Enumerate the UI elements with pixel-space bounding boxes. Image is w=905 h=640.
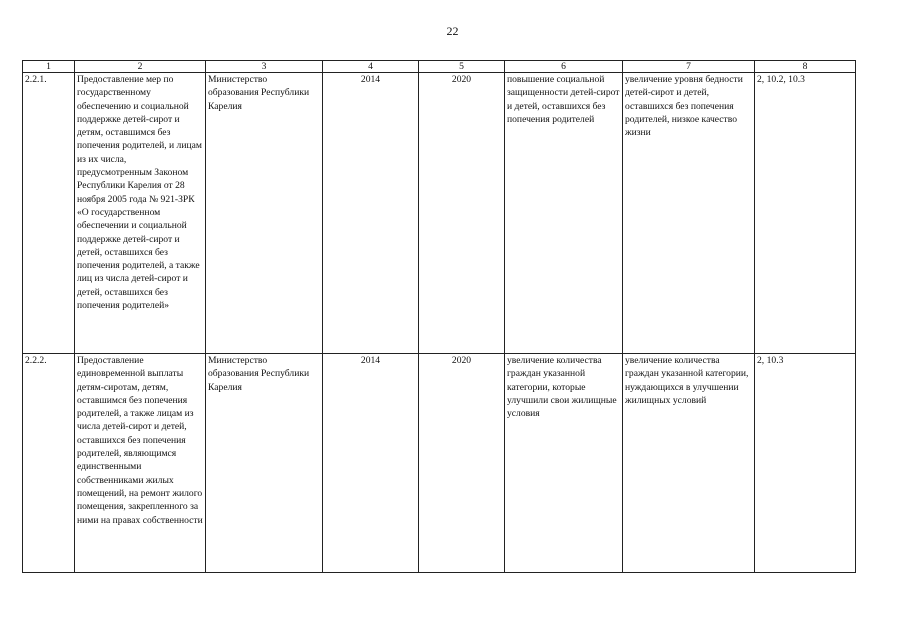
- row-end-year: 2020: [419, 354, 505, 573]
- row-result: повышение социальной защищенности детей-сирот и детей, оставшихся без попечения родителей: [505, 73, 623, 354]
- row-executor: Министерство образования Республики Карелия: [206, 354, 323, 573]
- row-start-year: 2014: [323, 354, 419, 573]
- column-header: 1: [23, 61, 75, 73]
- column-header: 4: [323, 61, 419, 73]
- row-links: 2, 10.3: [755, 354, 856, 573]
- column-header: 7: [623, 61, 755, 73]
- column-header: 6: [505, 61, 623, 73]
- column-header: 2: [75, 61, 206, 73]
- column-header: 5: [419, 61, 505, 73]
- row-links: 2, 10.2, 10.3: [755, 73, 856, 354]
- row-end-year: 2020: [419, 73, 505, 354]
- row-code: 2.2.2.: [23, 354, 75, 573]
- row-start-year: 2014: [323, 73, 419, 354]
- row-consequence: увеличение количества граждан указанной категории, нуждающихся в улучшении жилищных условий: [623, 354, 755, 573]
- row-measure: Предоставление мер по государственному обеспечению и социальной поддержке детей-сирот и детям, оставшимся без попечения родителей, и лицам из их числа, предусмотренным Законом Республики Карелия от 28 ноября 2005 года № 921-ЗРК «О государственном обеспечении и социальной поддержке детей-сирот и детей, оставшихся без попечения родителей, а также лиц из числа детей-сирот и детей, оставшихся без попечения родителей»: [75, 73, 206, 354]
- table-row: [23, 354, 856, 573]
- header-row: [23, 61, 856, 73]
- row-consequence: увеличение уровня бедности детей-сирот и детей, оставшихся без попечения родителей, низкое качество жизни: [623, 73, 755, 354]
- column-header: 8: [755, 61, 856, 73]
- page-number: 22: [446, 24, 459, 38]
- table-row: [23, 73, 856, 354]
- row-executor: Министерство образования Республики Карелия: [206, 73, 323, 354]
- row-measure: Предоставление единовременной выплаты детям-сиротам, детям, оставшимся без попечения родителей, а также лицам из числа детей-сирот и детей, оставшихся без попечения родителей, являющимся единственными собственниками жилых помещений, на ремонт жилого помещения, закрепленного за ними на правах собственности: [75, 354, 206, 573]
- column-header: 3: [206, 61, 323, 73]
- row-code: 2.2.1.: [23, 73, 75, 354]
- measures-table: [22, 60, 856, 573]
- row-result: увеличение количества граждан указанной категории, которые улучшили свои жилищные условия: [505, 354, 623, 573]
